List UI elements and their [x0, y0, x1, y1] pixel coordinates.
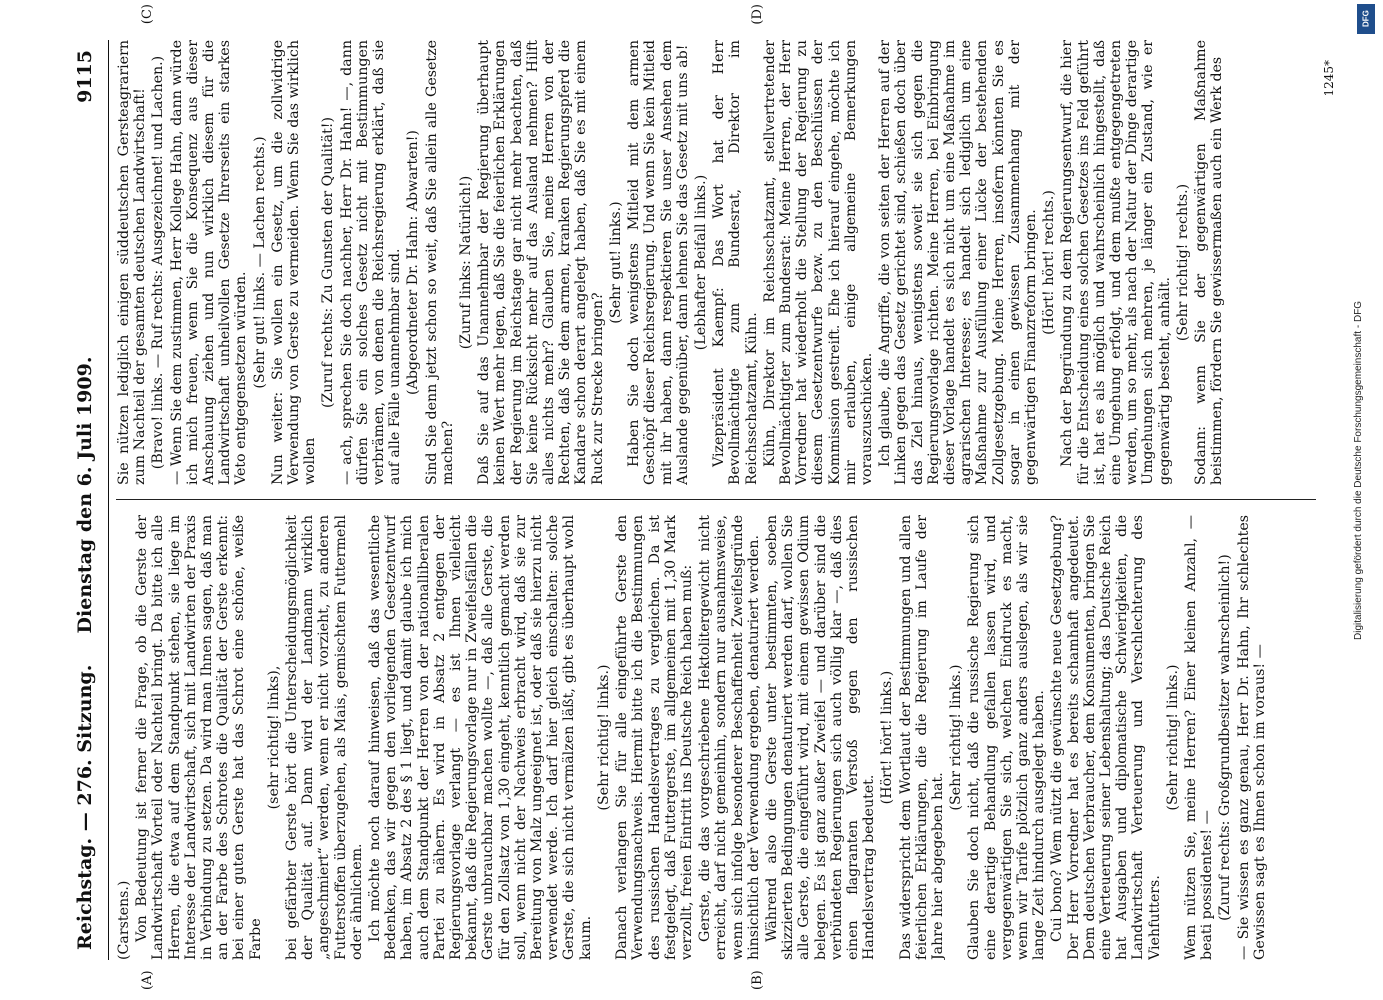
reaction: (Sehr richtig! rechts.) [1174, 183, 1191, 342]
margin-marker-c: (C) [140, 4, 155, 25]
paragraph: Sind Sie denn jetzt schon so weit, daß Sie allein alle Gesetze machen? [423, 40, 456, 485]
reaction: (Sehr richtig! links.) [948, 664, 965, 811]
running-head-date: Dienstag den 6. Juli 1909. [74, 356, 96, 634]
paragraph: Glauben Sie doch nicht, daß die russische Regierung sich eine derartige Behandlung gefallen lassen wird, und vergegenwärtigen Sie sich, welchen Eindruck es macht, wenn wir Tarife plötzlich ganz anders auslegen, als wir sie lange Zeit hindurch ausgelegt haben. [966, 515, 1048, 960]
reaction: (Sehr richtig! links.) [595, 664, 612, 811]
right-column [116, 40, 1316, 485]
paragraph: Cui bono? Wem nützt die gewünschte neue Gesetzgebung? Der Herr Vorredner hat es bereits schamhaft angedeutet. Dem deutschen Verbraucher, dem Konsumenten, bringen Sie eine Verteuerung seiner Lebenshaltung; das Deutsche Reich hat Ausgaben und diplomatische Schwierigkeiten, die Landwirtschaft Verteuerung und Verschlechterung des Viehfutters. [1049, 515, 1163, 960]
sheet-signature: 1245* [1322, 60, 1336, 97]
speaker-tag: (Carstens.) [116, 880, 132, 960]
reaction: (Zuruf links: Natürlich!) [458, 175, 475, 350]
margin-marker-a: (A) [140, 970, 155, 990]
reaction: (Hört! hört! rechts.) [1041, 190, 1058, 335]
quoted-paragraph: Gerste, die das vorgeschriebene Hektolitergewicht nicht erreicht, darf nicht gemeinhin, sondern nur ausnahmsweise, wenn sich infolge besonderer Beschaffenheit Zweifelsgründe hinsichtlich der Verwendung ergeben, denaturiert werden. [697, 515, 762, 960]
paragraph: Von Bedeutung ist ferner die Frage, ob die Gerste der Landwirtschaft Vorteil oder Nachteil bringt. Da bitte ich alle Herren, die etwa auf dem Standpunkt stehen, sie liege im Interesse der Landwirtschaft, sich mit Landwirten der Praxis in Verbindung zu setzen. Da wird man Ihnen sagen, daß man an der Farbe des Schrotes die Qualität der Gerste erkennt: bei einer guten Gerste hat das Schrot eine schöne, weiße Farbe [134, 515, 264, 960]
paragraph: bei gefärbter Gerste hört die Unterscheidungsmöglichkeit der Qualität auf. Dann wird der Landmann wirklich „angeschmiert“ werden, wenn er nicht vorzieht, zu anderen Futterstoffen überzugehen, als Mais, gemischtem Futtermehl oder ähnlichem. [284, 515, 365, 960]
paragraph: — Wenn Sie dem zustimmen, Herr Kollege Hahn, dann würde ich mich freuen, wenn Sie die Konsequenz aus dieser Anschauung ziehen und nun wirklich diesem für die Landwirtschaft unheilvollen Gesetze Ihrerseits ein starkes Veto entgegensetzen würden. [168, 40, 250, 485]
paragraph: Wem nützen Sie, meine Herren? Einer kleinen Anzahl, — beati possidentes! — [1183, 515, 1216, 960]
paragraph: Daß Sie auf das Unannehmbar der Regierung überhaupt keinen Wert mehr legen, daß Sie die feierlichen Erklärungen der Regierung im Reichstage gar nicht mehr beachten, daß Sie keine Rücksicht mehr auf das Ausland nehmen? Hilft alles nichts mehr? Glauben Sie, meine Herren von der Rechten, daß Sie dem armen, kranken Regierungspferd die Kandare schon derart angelegt haben, daß Sie es mit einem Ruck zur Strecke bringen? [476, 40, 606, 485]
page-number: 9115 [74, 50, 96, 103]
reaction: (Zuruf rechts: Großgrundbesitzer wahrscheinlich!) [1217, 554, 1234, 921]
reaction: (Hört! hört! links.) [879, 670, 896, 805]
margin-marker-d: (D) [750, 4, 765, 25]
digitization-credit: Digitalisierung gefördert durch die Deutsche Forschungsgemeinschaft - DFG [1353, 300, 1364, 640]
dfg-logo-icon: DFG [1357, 4, 1375, 34]
column-divider [116, 499, 1316, 500]
paragraph: Ich glaube, die Angriffe, die von seiten der Herren auf der Linken gegen das Gesetz gerichtet sind, schießen doch über das Ziel hinaus, wenigstens soweit sie sich gegen die Regierungsvorlage richten. Meine Herren, bei Einbringung dieser Vorlage handelt es sich nicht um eine Maßnahme im agrarischen Interesse; es handelt sich lediglich um eine Maßnahme zur Ausfüllung einer Lücke der bestehenden Zollgesetzgebung. Meine Herren, insofern könnten Sie es sogar in einen gewissen Zusammenhang mit der gegenwärtigen Finanzreform bringen. [877, 40, 1039, 485]
paragraph: Danach verlangen Sie für alle eingeführte Gerste den Verwendungsnachweis. Hiermit bitte ich die Bestimmungen des russischen Handelsvertrages zu vergleichen. Da ist festgelegt, daß Futtergerste, im allgemeinen mit 1,30 Mark verzollt, freien Eintritt ins Deutsche Reich haben muß: [614, 515, 695, 960]
paragraph: Haben Sie doch wenigstens Mitleid mit dem armen Geschöpf dieser Reichsregierung. Und wenn Sie kein Mitleid mit ihr haben, dann respektieren Sie unser Ansehen dem Auslande gegenüber, dann lehnen Sie das Gesetz mit uns ab! [626, 40, 691, 485]
running-head [68, 40, 109, 960]
reaction: (Zuruf rechts: Zu Gunsten der Qualität!) [320, 116, 337, 409]
document-page [60, 0, 1340, 1000]
paragraph: Nach der Begründung zu dem Regierungsentwurf, die hier für die Entscheidung eines solchen Gesetzes ins Feld geführt ist, hat es als möglich und wahrscheinlich hingestellt, daß eine Umgehung erfolgt, und dem mußte entgegengetreten werden, um so mehr, als nach der Natur der Dinge derartige Umgehungen sich mehren, je länger ein Zustand, wie er gegenwärtig besteht, anhält. [1059, 40, 1173, 485]
reaction: (Sehr richtig! links.) [1164, 664, 1181, 811]
left-column [116, 515, 1316, 960]
paragraph: Ich möchte noch darauf hinweisen, daß das wesentliche Bedenken, das wir gegen den vorliegenden Gesetzentwurf haben, im Absatz 2 des § 1 liegt, und damit glaube ich mich auch dem Standpunkt der Herren von der nationalliberalen Partei zu nähern. Es wird in Absatz 2 entgegen der Regierungsvorlage verlangt — es ist Ihnen vielleicht bekannt, daß die Regierungsvorlage nur in Zweifelsfällen die Gerste unbrauchbar machen wollte —, daß alle Gerste, die für den Zollsatz von 1,30 eingeht, kenntlich gemacht werden soll, wenn nicht der Nachweis erbracht wird, daß sie zur Bereitung von Malz ungeeignet ist, oder daß sie hierzu nicht verwendet werde. Ich darf hier gleich einschalten: solche Gerste, die sich nicht vermälzen läßt, gibt es überhaupt wohl kaum. [367, 515, 594, 960]
paragraph: Sodann: wenn Sie der gegenwärtigen Maßnahme beistimmen, fördern Sie gewissermaßen auch ein Werk des [1193, 40, 1226, 485]
reaction: (Lebhafter Beifall links.) [692, 174, 709, 351]
paragraph: Nun weiter: Sie wollen ein Gesetz, um die zollwidrige Verwendung von Gerste zu vermeiden. Wenn Sie das wirklich wollen [269, 40, 319, 485]
paragraph: — Sie wissen es ganz genau, Herr Dr. Hahn, Ihr schlechtes Gewissen sagt es Ihnen schon im voraus! — [1235, 515, 1268, 960]
reaction: (Abgeordneter Dr. Hahn: Abwarten!) [405, 130, 422, 395]
paragraph: Das widerspricht dem Wortlaut der Bestimmungen und allen feierlichen Erklärungen, die die Regierung im Laufe der Jahre hier abgegeben hat. [897, 515, 946, 960]
paragraph: Vizepräsident Kaempf: Das Wort hat der Herr Bevollmächtigte zum Bundesrat, Direktor im Reichsschatzamt, Kühn. [711, 40, 760, 485]
reaction: (sehr richtig! links), [265, 665, 282, 810]
reaction: (Sehr gut! links.) [607, 201, 624, 324]
running-head-left: Reichstag. — 276. Sitzung. [74, 664, 96, 950]
paragraph: Sie nützen lediglich einigen süddeutschen Gersteagrariern zum Nachteil der gesamten deutschen Landwirtschaft! [116, 40, 149, 485]
reaction: (Bravo! links. — Ruf rechts: Ausgezeichnet! und Lachen.) [150, 55, 167, 470]
reaction: (Sehr gut! links. — Lachen rechts.) [251, 136, 268, 389]
paragraph: Während also die Gerste unter bestimmten, soeben skizzierten Bedingungen denaturiert werden darf, wollen Sie alle Gerste, die eingeführt wird, mit einem gewissen Odium belegen. Es ist ganz außer Zweifel — und darüber sind die verbündeten Regierungen sich auch völlig klar —, daß dies einen flagranten Verstoß gegen den russischen Handelsvertrag bedeutet. [763, 515, 878, 960]
paragraph: Kühn, Direktor im Reichsschatzamt, stellvertretender Bevollmächtigter zum Bundesrat: Meine Herren, der Herr Vorredner hat wiederholt die Stellung der Regierung zu diesem Gesetzentwurfe bezw. zu den Beschlüssen der Kommission gestreift. Ehe ich hierauf eingehe, möchte ich mir erlauben, einige allgemeine Bemerkungen vorauszuschicken. [761, 40, 875, 485]
margin-marker-b: (B) [750, 970, 765, 990]
paragraph: — ach, sprechen Sie doch nachher, Herr Dr. Hahn! —, dann dürfen Sie ein solches Gesetz nicht mit Bestimmungen verbrämen, von denen die Reichsregierung erklärt, daß sie auf alle Fälle unannehmbar sind. [338, 40, 404, 485]
